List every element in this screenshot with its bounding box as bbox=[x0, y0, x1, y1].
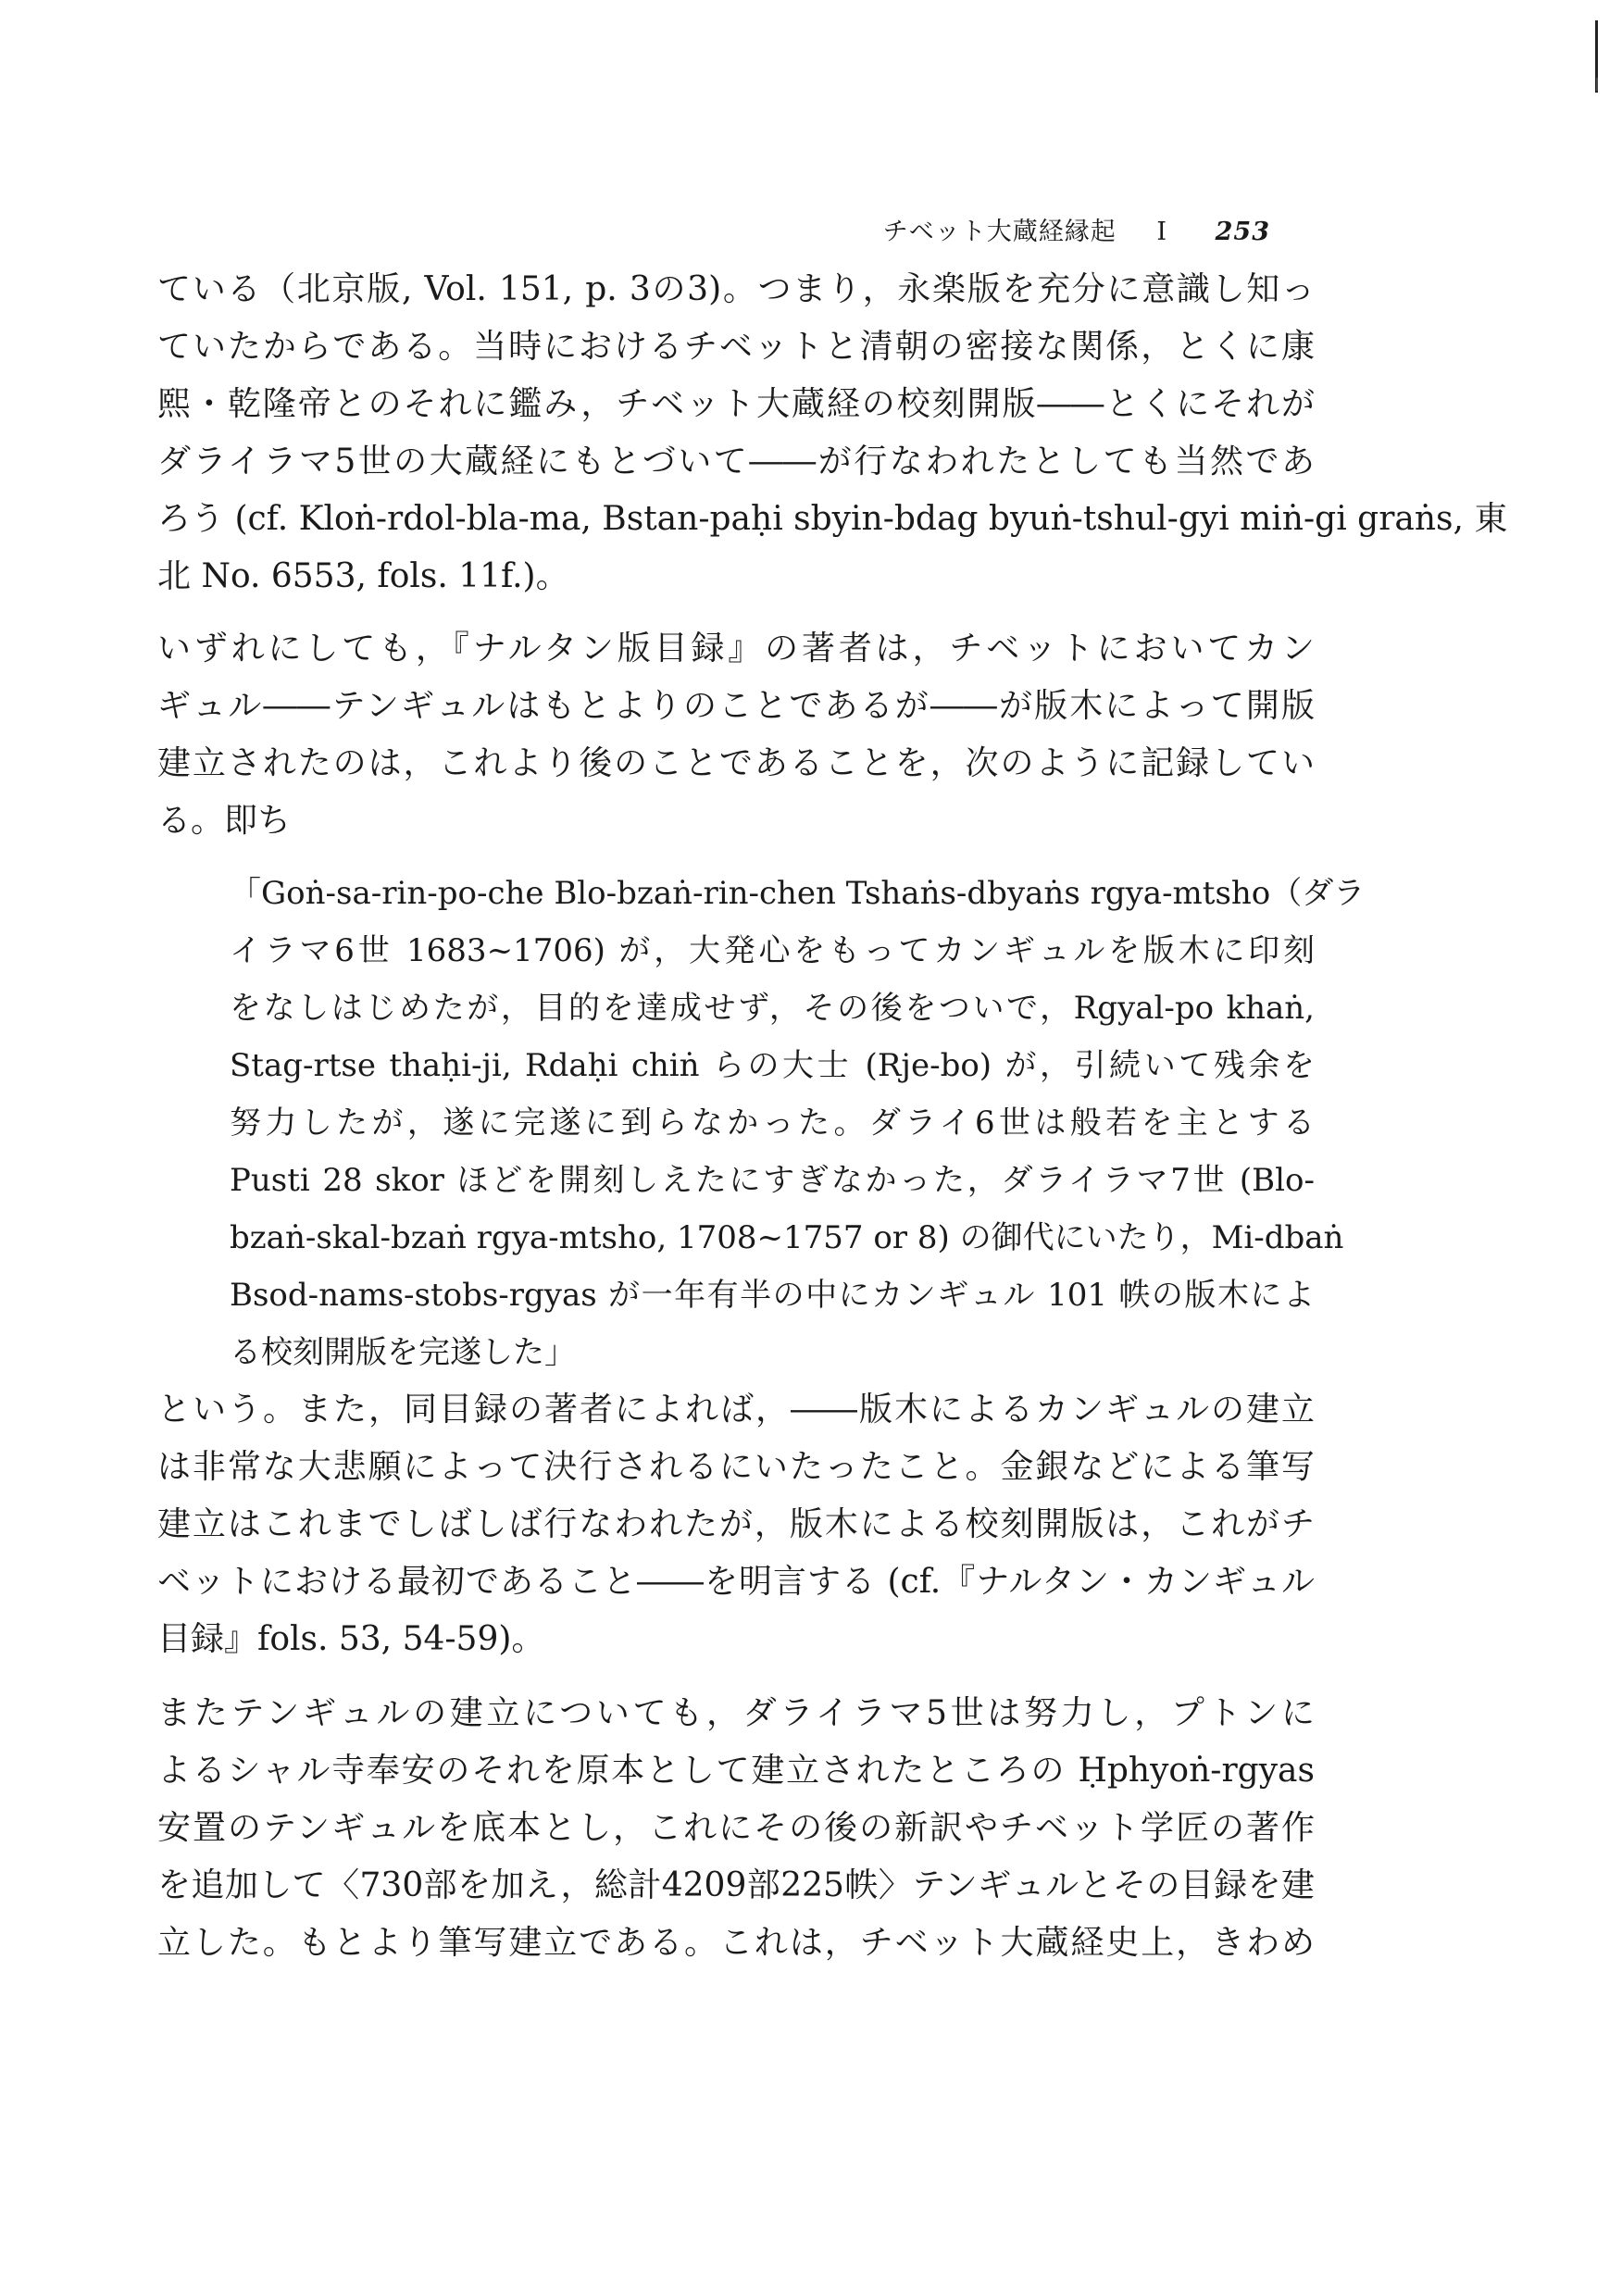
text-line: ギュル――テンギュルはもとよりのことであるが――が版木によって開版 bbox=[157, 687, 1315, 725]
text-line: ている（北京版, Vol. 151, p. 3の3)。つまり，永楽版を充分に意識し知っ bbox=[157, 270, 1315, 308]
text-line: を追加して〈730部を加え，総計4209部225帙〉テンギュルとその目録を建 bbox=[157, 1866, 1315, 1904]
running-header-title: チベット大蔵経縁起 bbox=[882, 218, 1117, 246]
text-line: 安置のテンギュルを底本とし，これにその後の新訳やチベット学匠の著作 bbox=[157, 1809, 1315, 1847]
quote-line: をなしはじめたが，目的を達成せず，その後をついで，Rgyal-po khaṅ, bbox=[230, 990, 1315, 1027]
text-line: 建立されたのは，これより後のことであることを，次のように記録してい bbox=[157, 744, 1315, 782]
paragraph-4 bbox=[157, 1685, 1315, 1972]
quote-line: 努力したが，遂に完遂に到らなかった。ダライ6世は般若を主とする bbox=[230, 1104, 1315, 1142]
quote-line: bzaṅ-skal-bzaṅ rgya-mtsho, 1708~1757 or 8) の御代にいたり，Mi-dbaṅ bbox=[230, 1219, 1344, 1256]
quote-line: Stag-rtse thaḥi-ji, Rdaḥi chiṅ らの大士 (Rje-bo) が，引続いて残余を bbox=[230, 1047, 1315, 1084]
text-line: る。即ち bbox=[157, 802, 292, 840]
text-line: は非常な大悲願によって決行されるにいたったこと。金銀などによる筆写 bbox=[157, 1448, 1315, 1486]
block-quote bbox=[157, 865, 1366, 1381]
running-header-volume: I bbox=[1156, 218, 1168, 246]
text-line: 北 No. 6553, fols. 11f.)。 bbox=[157, 557, 569, 595]
text-line: という。また，同目録の著者によれば，――版木によるカンギュルの建立 bbox=[157, 1391, 1315, 1429]
text-line: いずれにしても，『ナルタン版目録』の著者は，チベットにおいてカン bbox=[157, 630, 1315, 668]
text-line: 建立はこれまでしばしば行なわれたが，版木による校刻開版は，これがチ bbox=[157, 1505, 1315, 1543]
page-number: 253 bbox=[1215, 218, 1270, 246]
text-line: よるシャル寺奉安のそれを原本として建立されたところの Ḥphyoṅ-rgyas bbox=[157, 1752, 1315, 1790]
quote-line: Bsod-nams-stobs-rgyas が一年有半の中にカンギュル 101 帙の版木によ bbox=[230, 1277, 1315, 1314]
paragraph-3 bbox=[157, 1381, 1315, 1668]
quote-line: る校刻開版を完遂した」 bbox=[230, 1334, 576, 1371]
paragraph-2 bbox=[157, 620, 1315, 850]
text-line: 目録』fols. 53, 54-59)。 bbox=[157, 1620, 545, 1658]
quote-line: イラマ6世 1683~1706) が，大発心をもってカンギュルを版木に印刻 bbox=[230, 932, 1315, 969]
text-line: ろう (cf. Kloṅ-rdol-bla-ma, Bstan-paḥi sbyin-bdag byuṅ-tshul-gyi miṅ-gi graṅs, 東 bbox=[157, 500, 1508, 538]
page-edge-mark-tail bbox=[1596, 78, 1598, 91]
quote-line: Pusti 28 skor ほどを開刻しえたにすぎなかった，ダライラマ7世 (Blo- bbox=[230, 1162, 1315, 1199]
quote-line: 「Goṅ-sa-rin-po-che Blo-bzaṅ-rin-chen Tshaṅs-dbyaṅs rgya-mtsho（ダラ bbox=[230, 875, 1366, 912]
text-line: ていたからである。当時におけるチベットと清朝の密接な関係，とくに康 bbox=[157, 328, 1315, 366]
text-line: 立した。もとより筆写建立である。これは，チベット大蔵経史上，きわめ bbox=[157, 1924, 1315, 1962]
text-line: 熙・乾隆帝とのそれに鑑み，チベット大蔵経の校刻開版――とくにそれが bbox=[157, 385, 1315, 423]
paragraph-1 bbox=[157, 261, 1508, 605]
text-line: ベットにおける最初であること――を明言する (cf.『ナルタン・カンギュル bbox=[157, 1563, 1315, 1601]
text-line: またテンギュルの建立についても，ダライラマ5世は努力し，プトンに bbox=[157, 1694, 1315, 1732]
page-body bbox=[157, 261, 1508, 1972]
text-line: ダライラマ5世の大蔵経にもとづいて――が行なわれたとしても当然であ bbox=[157, 443, 1315, 480]
running-header bbox=[883, 211, 1270, 247]
